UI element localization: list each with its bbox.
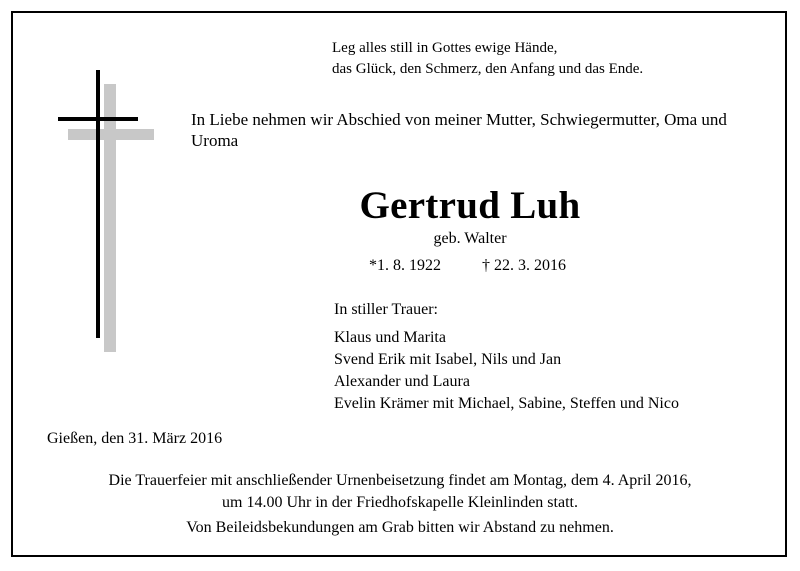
mourner-line: Evelin Krämer mit Michael, Sabine, Steffen und Nico — [334, 395, 679, 412]
maiden-name: geb. Walter — [433, 230, 507, 247]
mourners-list — [334, 327, 679, 415]
cross-horizontal-bar — [58, 117, 138, 121]
mourner-line: Alexander und Laura — [334, 373, 470, 390]
poem — [332, 38, 643, 80]
birth-date: *1. 8. 1922 — [369, 257, 441, 274]
mourner-line: Klaus und Marita — [334, 329, 446, 346]
place-and-date: Gießen, den 31. März 2016 — [47, 430, 223, 447]
mourners-heading: In stiller Trauer: — [334, 301, 438, 318]
cross-vertical-bar — [96, 70, 100, 338]
farewell-intro: In Liebe nehmen wir Abschied von meiner Mutter, Schwiegermutter, Oma und Uroma — [191, 110, 727, 150]
poem-line-2: das Glück, den Schmerz, den Anfang und das Ende. — [332, 61, 644, 77]
poem-line-1: Leg alles still in Gottes ewige Hände, — [332, 40, 558, 56]
deceased-name: Gertrud Luh — [359, 184, 581, 227]
ceremony-info — [40, 470, 760, 514]
death-date: † 22. 3. 2016 — [482, 257, 566, 274]
condolence-note: Von Beileidsbekundungen am Grab bitten wir Abstand zu nehmen. — [186, 519, 614, 536]
cross-icon — [50, 62, 160, 357]
cross-shadow-horizontal — [68, 129, 154, 140]
mourner-line: Svend Erik mit Isabel, Nils und Jan — [334, 351, 562, 368]
ceremony-line-2: um 14.00 Uhr in der Friedhofskapelle Kleinlinden statt. — [222, 494, 578, 511]
cross-shadow-vertical — [104, 84, 116, 352]
ceremony-line-1: Die Trauerfeier mit anschließender Urnenbeisetzung findet am Montag, dem 4. April 2016, — [108, 472, 692, 489]
